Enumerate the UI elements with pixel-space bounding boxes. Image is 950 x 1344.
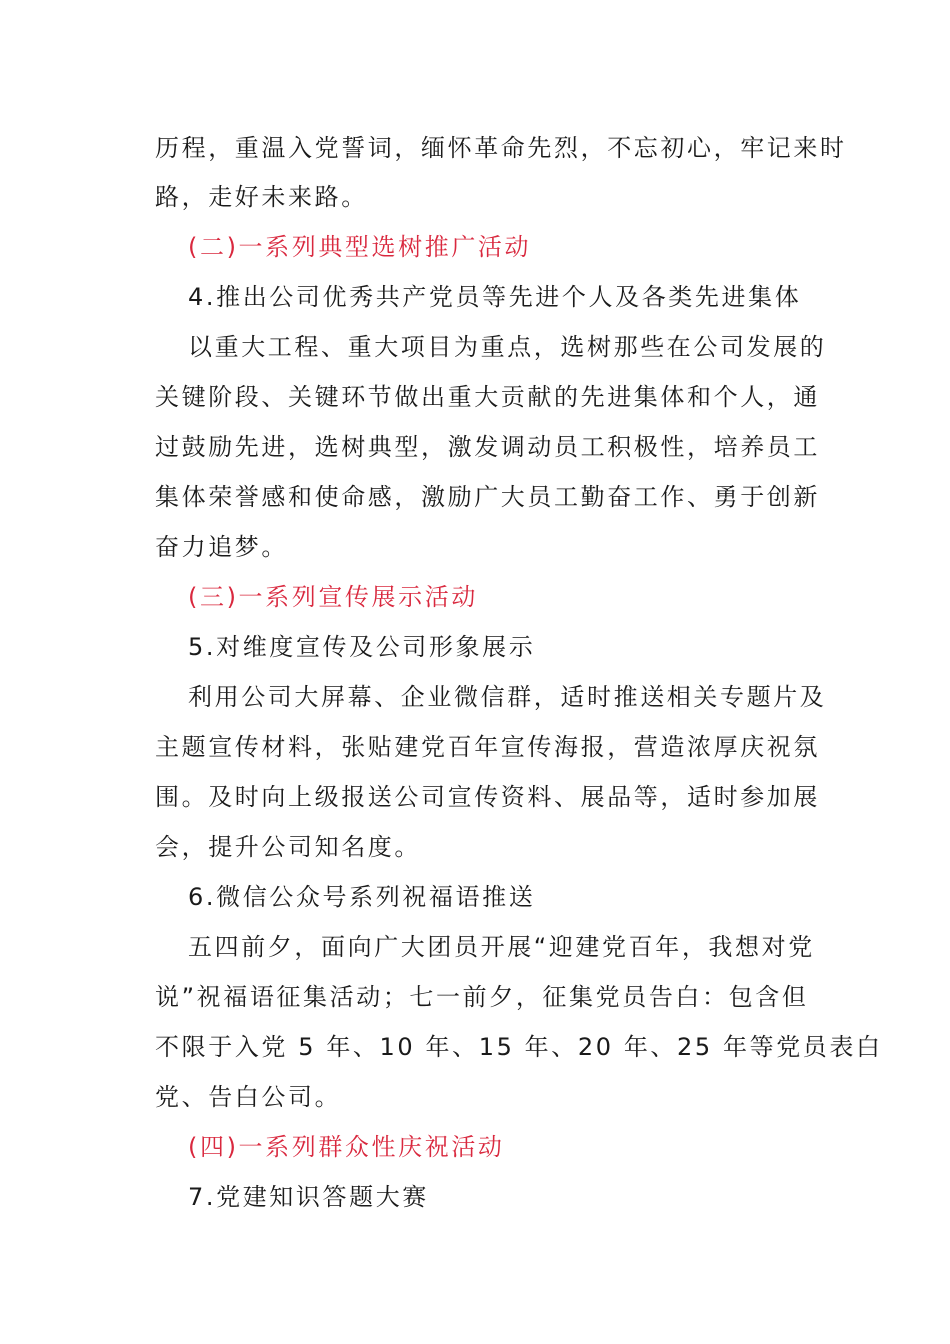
paragraph-line: 历程，重温入党誓词，缅怀革命先烈，不忘初心，牢记来时 — [155, 134, 847, 162]
subsection-title: 7.党建知识答题大赛 — [188, 1183, 429, 1211]
section-heading: (四)一系列群众性庆祝活动 — [188, 1133, 505, 1161]
paragraph-line: 五四前夕，面向广大团员开展“迎建党百年，我想对党 — [188, 933, 815, 961]
paragraph-line: 不限于入党 5 年、10 年、15 年、20 年、25 年等党员表白 — [155, 1033, 883, 1061]
subsection-title: 5.对维度宣传及公司形象展示 — [188, 633, 536, 661]
paragraph-line: 主题宣传材料，张贴建党百年宣传海报，营造浓厚庆祝氛 — [155, 733, 820, 761]
section-heading: (二)一系列典型选树推广活动 — [188, 233, 532, 261]
paragraph-line: 说”祝福语征集活动；七一前夕，征集党员告白：包含但 — [155, 983, 809, 1011]
paragraph-line: 路，走好未来路。 — [155, 183, 368, 211]
paragraph-line: 会，提升公司知名度。 — [155, 833, 421, 861]
paragraph-line: 集体荣誉感和使命感，激励广大员工勤奋工作、勇于创新 — [155, 483, 820, 511]
paragraph-line: 围。及时向上级报送公司宣传资料、展品等，适时参加展 — [155, 783, 820, 811]
paragraph-line: 过鼓励先进，选树典型，激发调动员工积极性，培养员工 — [155, 433, 820, 461]
paragraph-line: 以重大工程、重大项目为重点，选树那些在公司发展的 — [188, 333, 827, 361]
section-heading: (三)一系列宣传展示活动 — [188, 583, 478, 611]
paragraph-line: 奋力追梦。 — [155, 533, 288, 561]
paragraph-line: 党、告白公司。 — [155, 1083, 342, 1111]
subsection-title: 6.微信公众号系列祝福语推送 — [188, 883, 536, 911]
paragraph-line: 关键阶段、关键环节做出重大贡献的先进集体和个人，通 — [155, 383, 820, 411]
subsection-title: 4.推出公司优秀共产党员等先进个人及各类先进集体 — [188, 283, 802, 311]
paragraph-line: 利用公司大屏幕、企业微信群，适时推送相关专题片及 — [188, 683, 827, 711]
